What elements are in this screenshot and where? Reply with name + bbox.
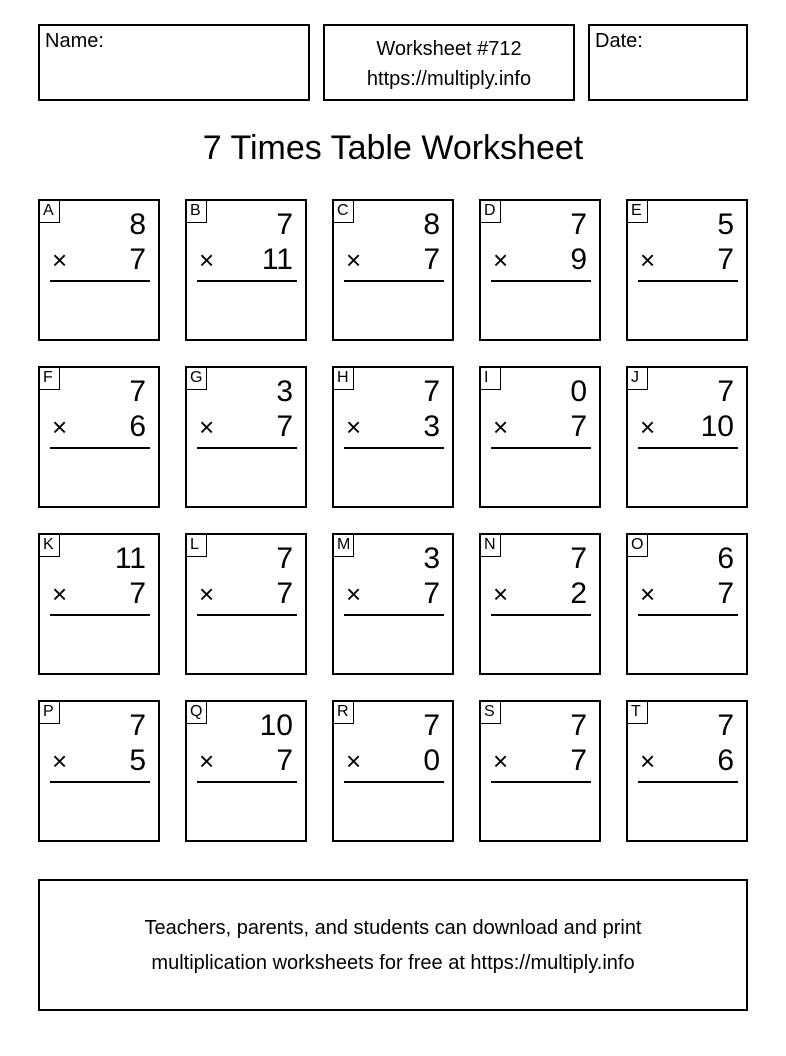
problem-letter: H [334, 368, 354, 390]
page-title: 7 Times Table Worksheet [202, 129, 584, 167]
multiplicand: 7 [570, 709, 587, 742]
problem-letter: B [187, 201, 207, 223]
answer-line [50, 614, 150, 616]
multiplicand: 7 [276, 208, 293, 241]
multiplicand: 7 [423, 709, 440, 742]
answer-line [491, 447, 591, 449]
problem-card-h[interactable] [332, 366, 454, 508]
multiply-sign-icon: × [640, 245, 656, 275]
footer-box [38, 879, 748, 1011]
problem-letter: L [187, 535, 207, 557]
multiply-sign-icon: × [52, 746, 68, 776]
answer-line [638, 614, 738, 616]
multiply-sign-icon: × [199, 579, 215, 609]
multiplier: 7 [423, 577, 440, 610]
multiplier: 7 [570, 410, 587, 443]
multiply-sign-icon: × [199, 245, 215, 275]
problem-card-k[interactable] [38, 533, 160, 675]
answer-line [50, 781, 150, 783]
multiply-sign-icon: × [493, 746, 509, 776]
problem-card-t[interactable] [626, 700, 748, 842]
multiply-sign-icon: × [52, 579, 68, 609]
problem-card-r[interactable] [332, 700, 454, 842]
answer-line [50, 280, 150, 282]
answer-line [197, 447, 297, 449]
multiplier: 7 [717, 243, 734, 276]
answer-line [344, 280, 444, 282]
multiply-sign-icon: × [199, 412, 215, 442]
multiply-sign-icon: × [346, 579, 362, 609]
name-field-box[interactable] [38, 24, 310, 101]
answer-line [197, 614, 297, 616]
problem-card-n[interactable] [479, 533, 601, 675]
answer-line [197, 280, 297, 282]
multiplicand: 8 [423, 208, 440, 241]
problem-card-m[interactable] [332, 533, 454, 675]
problem-letter: C [334, 201, 354, 223]
problem-card-d[interactable] [479, 199, 601, 341]
problem-card-e[interactable] [626, 199, 748, 341]
multiplicand: 6 [717, 542, 734, 575]
name-label: Name: [45, 30, 104, 52]
multiplicand: 7 [717, 709, 734, 742]
multiplier: 7 [276, 410, 293, 443]
multiplicand: 3 [276, 375, 293, 408]
multiplicand: 7 [129, 709, 146, 742]
date-label: Date: [595, 30, 643, 52]
multiplier: 7 [570, 744, 587, 777]
multiply-sign-icon: × [346, 746, 362, 776]
footer-line-2: multiplication worksheets for free at https://multiply.info [151, 952, 635, 974]
multiplier: 7 [129, 577, 146, 610]
problem-letter: D [481, 201, 501, 223]
problem-letter: A [40, 201, 60, 223]
multiply-sign-icon: × [52, 245, 68, 275]
problem-letter: M [334, 535, 354, 557]
multiply-sign-icon: × [346, 245, 362, 275]
multiply-sign-icon: × [640, 579, 656, 609]
multiplicand: 7 [717, 375, 734, 408]
problem-letter: G [187, 368, 207, 390]
multiplicand: 7 [129, 375, 146, 408]
multiplicand: 0 [570, 375, 587, 408]
problem-letter: E [628, 201, 648, 223]
problem-card-q[interactable] [185, 700, 307, 842]
answer-line [491, 781, 591, 783]
problem-card-j[interactable] [626, 366, 748, 508]
multiplier: 7 [129, 243, 146, 276]
problem-card-i[interactable] [479, 366, 601, 508]
multiplicand: 5 [717, 208, 734, 241]
answer-line [50, 447, 150, 449]
multiplier: 7 [717, 577, 734, 610]
answer-line [638, 447, 738, 449]
problem-letter: F [40, 368, 60, 390]
footer-line-1: Teachers, parents, and students can download and print [144, 917, 642, 939]
problem-card-p[interactable] [38, 700, 160, 842]
multiplier: 11 [261, 243, 293, 276]
worksheet-info-box [323, 24, 575, 101]
multiplicand: 3 [423, 542, 440, 575]
multiplicand: 11 [114, 542, 146, 575]
problem-card-s[interactable] [479, 700, 601, 842]
multiplier: 6 [129, 410, 146, 443]
answer-line [638, 781, 738, 783]
multiplicand: 8 [129, 208, 146, 241]
multiplier: 7 [423, 243, 440, 276]
problem-letter: S [481, 702, 501, 724]
problem-letter: O [628, 535, 648, 557]
problem-card-c[interactable] [332, 199, 454, 341]
multiply-sign-icon: × [640, 412, 656, 442]
answer-line [491, 280, 591, 282]
date-field-box[interactable] [588, 24, 748, 101]
problem-letter: J [628, 368, 648, 390]
problem-card-g[interactable] [185, 366, 307, 508]
multiply-sign-icon: × [493, 579, 509, 609]
multiplicand: 7 [276, 542, 293, 575]
problem-card-o[interactable] [626, 533, 748, 675]
problem-letter: I [481, 368, 501, 390]
multiplier: 9 [570, 243, 587, 276]
answer-line [344, 614, 444, 616]
multiplier: 2 [570, 577, 587, 610]
worksheet-number: Worksheet #712 [376, 38, 522, 60]
multiplier: 3 [423, 410, 440, 443]
multiply-sign-icon: × [199, 746, 215, 776]
problem-letter: P [40, 702, 60, 724]
multiplier: 7 [276, 744, 293, 777]
problem-card-f[interactable] [38, 366, 160, 508]
multiplier: 0 [423, 744, 440, 777]
answer-line [197, 781, 297, 783]
problem-letter: T [628, 702, 648, 724]
multiplicand: 7 [570, 208, 587, 241]
multiply-sign-icon: × [640, 746, 656, 776]
multiply-sign-icon: × [493, 245, 509, 275]
answer-line [638, 280, 738, 282]
problem-letter: Q [187, 702, 207, 724]
multiply-sign-icon: × [346, 412, 362, 442]
multiply-sign-icon: × [52, 412, 68, 442]
problem-card-a[interactable] [38, 199, 160, 341]
answer-line [344, 447, 444, 449]
answer-line [344, 781, 444, 783]
multiplier: 7 [276, 577, 293, 610]
problem-letter: N [481, 535, 501, 557]
multiplicand: 7 [570, 542, 587, 575]
problem-card-l[interactable] [185, 533, 307, 675]
answer-line [491, 614, 591, 616]
worksheet-url: https://multiply.info [366, 68, 532, 90]
multiplicand: 7 [423, 375, 440, 408]
problem-letter: K [40, 535, 60, 557]
multiply-sign-icon: × [493, 412, 509, 442]
multiplicand: 10 [259, 709, 293, 742]
problem-card-b[interactable] [185, 199, 307, 341]
multiplier: 6 [717, 744, 734, 777]
multiplier: 5 [129, 744, 146, 777]
multiplier: 10 [700, 410, 734, 443]
problem-letter: R [334, 702, 354, 724]
